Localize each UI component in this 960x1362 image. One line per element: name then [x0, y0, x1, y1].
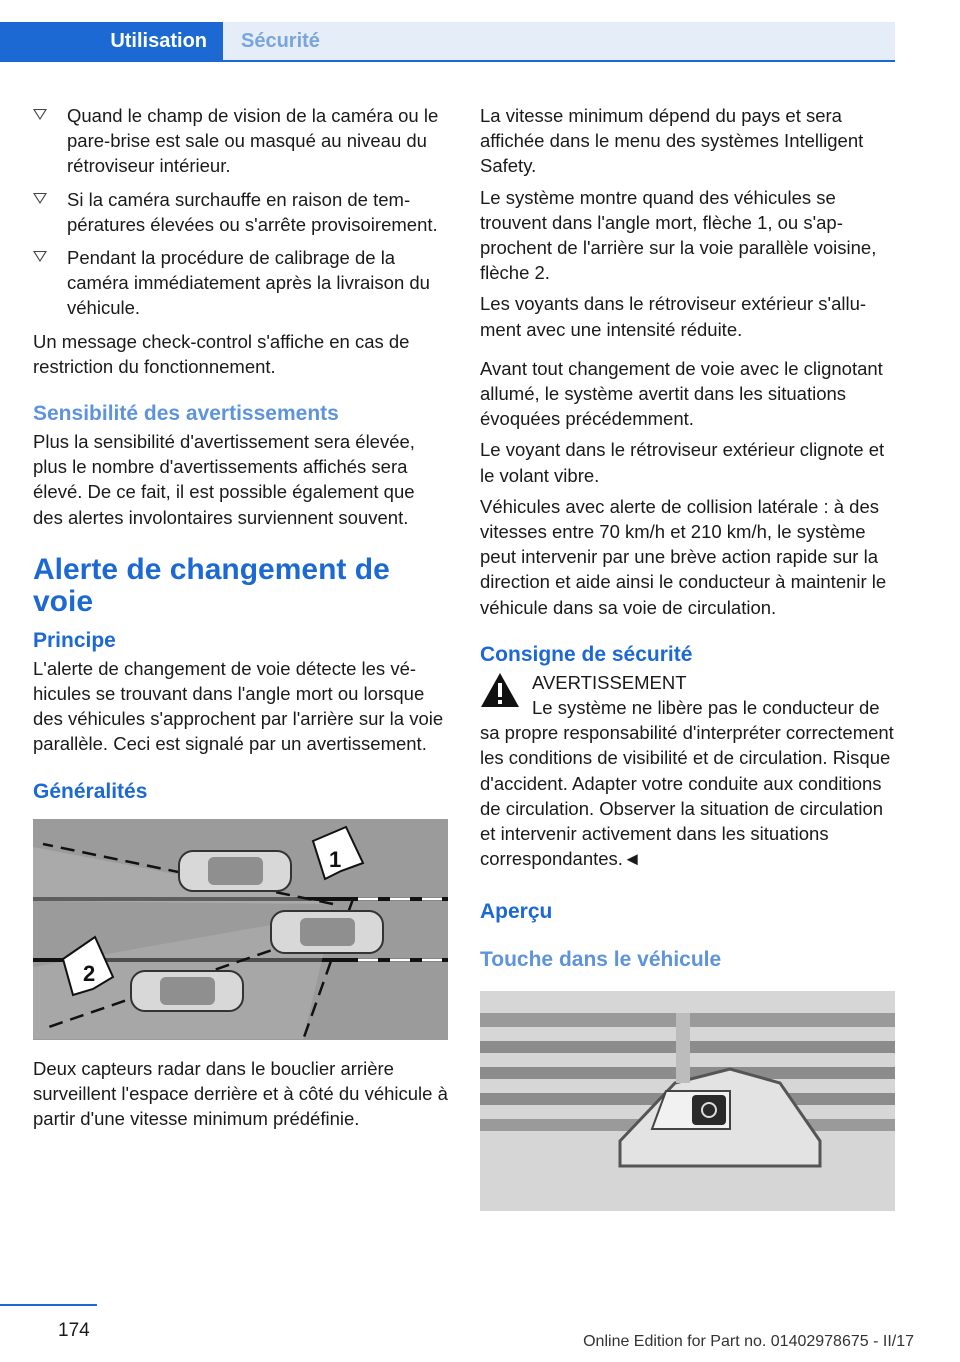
left-column — [33, 103, 448, 1137]
warning-text: Le système ne libère pas le conducteur de sa propre responsabilité d'interpréter correctement les conditions de visibilité et de circulation. Risque d'accident. Adapter votre conduite aux conditions de circulation. Observer la situation de circulation et intervenir activement dans les situations correspondantes.◄ — [480, 697, 894, 870]
paragraph: Avant tout changement de voie avec le clignotant allumé, le système avertit dans les situations évoquées précédemment. — [480, 357, 883, 430]
paragraph: La vitesse minimum dépend du pays et sera affichée dans le menu des systèmes Intelligent Safety. — [480, 105, 864, 177]
arrow-2-label: 2 — [83, 960, 96, 986]
paragraph: Un message check-control s'affiche en cas de restriction du fonctionnement. — [33, 330, 410, 377]
triangle-bullet-icon — [33, 109, 47, 120]
lane-change-illustration — [33, 819, 448, 1040]
bullet-text: Si la caméra surchauffe en raison de températures élevées ou s'arrête provisoirement. — [67, 188, 438, 235]
bullet-text: Quand le champ de vision de la caméra ou le pare-brise est sale ou masqué au niveau du rétroviseur intérieur. — [67, 105, 439, 177]
tab-securite[interactable]: Sécurité — [223, 22, 895, 60]
paragraph: Le voyant dans le rétroviseur extérieur clignote et le volant vibre. — [480, 439, 885, 486]
heading-generalites: Généralités — [33, 779, 148, 803]
tab-utilisation[interactable]: Utilisation — [0, 22, 223, 60]
lane-change-button-icon — [692, 1095, 726, 1125]
bullet-item — [33, 245, 448, 321]
footer-edition: Online Edition for Part no. 01402978675 - II/17 — [583, 1333, 914, 1350]
car-top — [179, 851, 291, 891]
bullet-text: Pendant la procédure de calibrage de la caméra immédiatement après la livraison du véhicule. — [67, 247, 430, 319]
heading-sensibilite: Sensibilité des avertissements — [33, 402, 339, 426]
car-middle — [271, 911, 383, 953]
triangle-bullet-icon — [33, 251, 47, 262]
page-number-rule — [0, 1304, 97, 1306]
paragraph: L'alerte de changement de voie détecte les véhicules se trouvant dans l'angle mort ou lorsque des véhicules s'approchent par l'arrière sur la voie parallèle. Ceci est signalé par un avertissement. — [33, 657, 444, 755]
bullet-item — [33, 103, 448, 179]
right-column — [480, 103, 895, 1211]
heading-consigne: Consigne de sécurité — [480, 642, 693, 666]
warning-title: AVERTISSEMENT — [532, 671, 687, 693]
paragraph: Véhicules avec alerte de collision latérale : à des vitesses entre 70 km/h et 210 km/h, le système peut intervenir par une brève action rapide sur la direction et aide ainsi le conducteur à maintenir le véhicule dans sa voie de circulation. — [480, 495, 887, 618]
button-in-vehicle-photo — [480, 991, 895, 1211]
paragraph: Deux capteurs radar dans le bouclier arrière surveillent l'espace derrière et à côté du véhicule à partir d'une vitesse minimum prédéfinie. — [33, 1057, 448, 1130]
heading-apercu: Aperçu — [480, 900, 553, 924]
warning-block — [480, 670, 895, 872]
page-number: 174 — [58, 1320, 90, 1341]
dashboard-button-illustration — [480, 991, 895, 1211]
arrow-1-label: 1 — [329, 846, 342, 872]
paragraph: Les voyants dans le rétroviseur extérieur s'allument avec une intensité réduite. — [480, 293, 867, 340]
car-bottom — [131, 971, 243, 1011]
bullet-item — [33, 187, 448, 237]
header-tabs — [0, 0, 895, 62]
heading-alerte: Alerte de changement de voie — [33, 552, 390, 618]
paragraph: Plus la sensibilité d'avertissement sera élevée, plus le nombre d'avertissements affichés sera élevé. De ce fait, il est possible également que des alertes involontaires surviennent souvent. — [33, 431, 415, 528]
triangle-bullet-icon — [33, 193, 47, 204]
header-divider — [0, 60, 895, 62]
warning-triangle-icon — [480, 672, 520, 708]
heading-principe: Principe — [33, 628, 116, 652]
paragraph: Le système montre quand des véhicules se trouvent dans l'angle mort, flèche 1, ou s'approchent de l'arrière sur la voie parallèle voisine, flèche 2. — [480, 186, 877, 284]
heading-touche: Touche dans le véhicule — [480, 948, 722, 972]
lanes-diagram — [33, 819, 448, 1040]
